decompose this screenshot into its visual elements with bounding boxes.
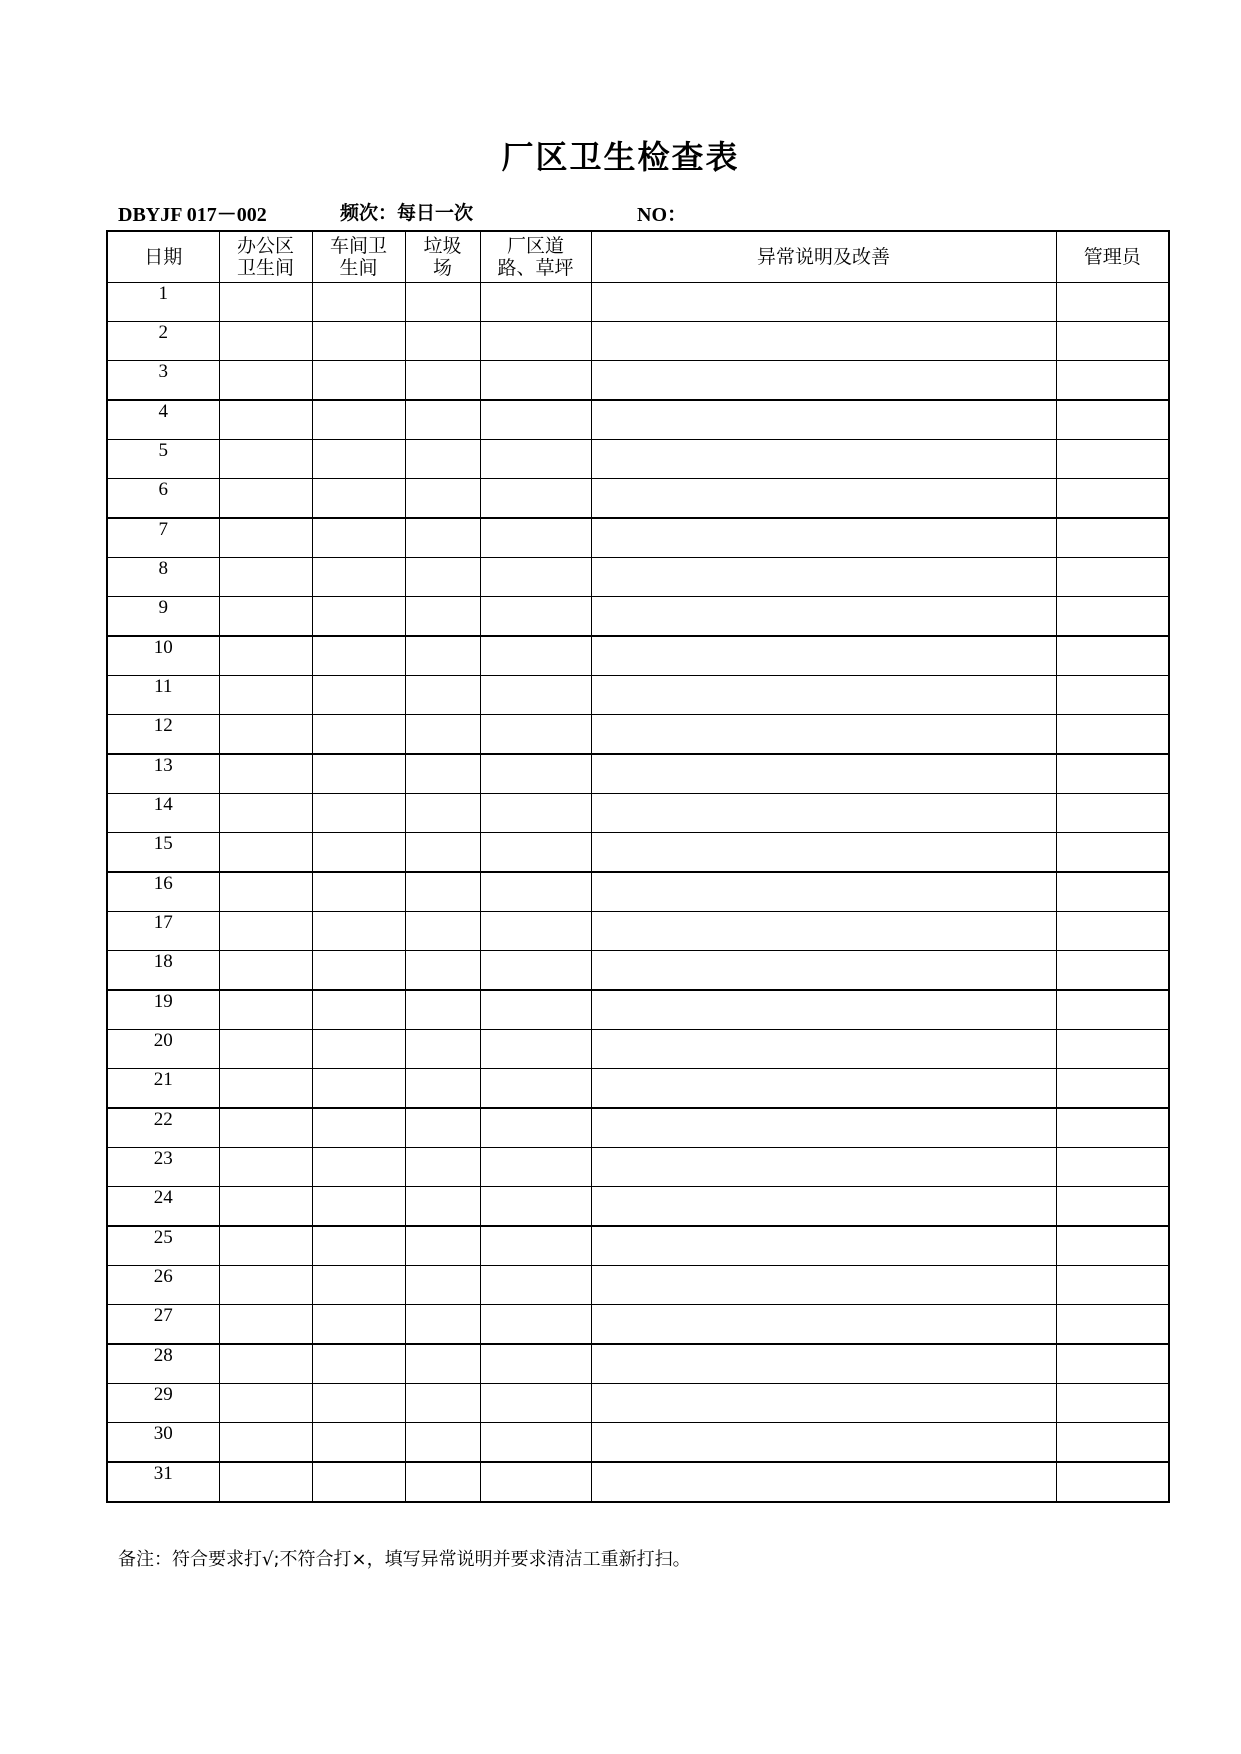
administrator-cell[interactable] xyxy=(1056,1069,1169,1109)
header-workshop-restroom: 车间卫 生间 xyxy=(312,231,405,283)
garbage-area-cell[interactable] xyxy=(405,322,480,361)
table-row xyxy=(107,597,1169,637)
anomaly-notes-cell[interactable] xyxy=(591,1305,1056,1345)
anomaly-notes-cell[interactable] xyxy=(591,715,1056,755)
inspection-table xyxy=(106,230,1170,1503)
anomaly-notes-cell[interactable] xyxy=(591,912,1056,951)
garbage-area-cell[interactable] xyxy=(405,1030,480,1069)
garbage-area-cell[interactable] xyxy=(405,951,480,991)
garbage-area-cell[interactable] xyxy=(405,1187,480,1227)
anomaly-notes-cell[interactable] xyxy=(591,676,1056,715)
anomaly-notes-cell[interactable] xyxy=(591,951,1056,991)
garbage-area-cell[interactable] xyxy=(405,1266,480,1305)
roads-lawn-cell[interactable] xyxy=(480,715,591,755)
office-restroom-cell[interactable] xyxy=(219,400,312,440)
anomaly-notes-cell[interactable] xyxy=(591,1344,1056,1384)
day-cell: 26 xyxy=(107,1266,219,1305)
administrator-cell[interactable] xyxy=(1056,676,1169,715)
garbage-area-cell[interactable] xyxy=(405,1344,480,1384)
administrator-cell[interactable] xyxy=(1056,1266,1169,1305)
administrator-cell[interactable] xyxy=(1056,715,1169,755)
workshop-restroom-cell[interactable] xyxy=(312,400,405,440)
day-cell: 16 xyxy=(107,872,219,912)
table-row xyxy=(107,1069,1169,1109)
header-row xyxy=(107,231,1169,283)
roads-lawn-cell[interactable] xyxy=(480,518,591,558)
roads-lawn-cell[interactable] xyxy=(480,1148,591,1187)
workshop-restroom-cell[interactable] xyxy=(312,597,405,637)
roads-lawn-cell[interactable] xyxy=(480,597,591,637)
anomaly-notes-cell[interactable] xyxy=(591,1069,1056,1109)
frequency-label: 频次：每日一次 xyxy=(340,202,474,224)
roads-lawn-cell[interactable] xyxy=(480,361,591,401)
header-anomaly-notes: 异常说明及改善 xyxy=(591,231,1056,283)
office-restroom-cell[interactable] xyxy=(219,597,312,637)
anomaly-notes-cell[interactable] xyxy=(591,1226,1056,1266)
roads-lawn-cell[interactable] xyxy=(480,1423,591,1463)
workshop-restroom-cell[interactable] xyxy=(312,1187,405,1227)
office-restroom-cell[interactable] xyxy=(219,1187,312,1227)
anomaly-notes-cell[interactable] xyxy=(591,400,1056,440)
office-restroom-cell[interactable] xyxy=(219,833,312,873)
garbage-area-cell[interactable] xyxy=(405,990,480,1030)
anomaly-notes-cell[interactable] xyxy=(591,361,1056,401)
day-cell: 2 xyxy=(107,322,219,361)
day-cell: 17 xyxy=(107,912,219,951)
garbage-area-cell[interactable] xyxy=(405,676,480,715)
office-restroom-cell[interactable] xyxy=(219,283,312,322)
roads-lawn-cell[interactable] xyxy=(480,1266,591,1305)
anomaly-notes-cell[interactable] xyxy=(591,636,1056,676)
administrator-cell[interactable] xyxy=(1056,1226,1169,1266)
day-cell: 6 xyxy=(107,479,219,519)
workshop-restroom-cell[interactable] xyxy=(312,479,405,519)
administrator-cell[interactable] xyxy=(1056,518,1169,558)
office-restroom-cell[interactable] xyxy=(219,794,312,833)
garbage-area-cell[interactable] xyxy=(405,518,480,558)
roads-lawn-cell[interactable] xyxy=(480,1226,591,1266)
workshop-restroom-cell[interactable] xyxy=(312,1266,405,1305)
administrator-cell[interactable] xyxy=(1056,558,1169,597)
anomaly-notes-cell[interactable] xyxy=(591,794,1056,833)
day-cell: 18 xyxy=(107,951,219,991)
garbage-area-cell[interactable] xyxy=(405,754,480,794)
anomaly-notes-cell[interactable] xyxy=(591,1187,1056,1227)
header-administrator: 管理员 xyxy=(1056,231,1169,283)
garbage-area-cell[interactable] xyxy=(405,361,480,401)
roads-lawn-cell[interactable] xyxy=(480,754,591,794)
administrator-cell[interactable] xyxy=(1056,1148,1169,1187)
anomaly-notes-cell[interactable] xyxy=(591,1266,1056,1305)
office-restroom-cell[interactable] xyxy=(219,754,312,794)
administrator-cell[interactable] xyxy=(1056,1305,1169,1345)
workshop-restroom-cell[interactable] xyxy=(312,872,405,912)
administrator-cell[interactable] xyxy=(1056,1423,1169,1463)
table-row xyxy=(107,1108,1169,1148)
day-cell: 28 xyxy=(107,1344,219,1384)
roads-lawn-cell[interactable] xyxy=(480,1030,591,1069)
roads-lawn-cell[interactable] xyxy=(480,912,591,951)
table-row xyxy=(107,833,1169,873)
office-restroom-cell[interactable] xyxy=(219,1462,312,1502)
workshop-restroom-cell[interactable] xyxy=(312,1108,405,1148)
roads-lawn-cell[interactable] xyxy=(480,794,591,833)
day-cell: 5 xyxy=(107,440,219,479)
office-restroom-cell[interactable] xyxy=(219,636,312,676)
administrator-cell[interactable] xyxy=(1056,794,1169,833)
garbage-area-cell[interactable] xyxy=(405,440,480,479)
table-row xyxy=(107,1384,1169,1423)
table-row xyxy=(107,990,1169,1030)
workshop-restroom-cell[interactable] xyxy=(312,1148,405,1187)
roads-lawn-cell[interactable] xyxy=(480,479,591,519)
roads-lawn-cell[interactable] xyxy=(480,400,591,440)
office-restroom-cell[interactable] xyxy=(219,322,312,361)
table-row xyxy=(107,283,1169,322)
table-row xyxy=(107,1148,1169,1187)
anomaly-notes-cell[interactable] xyxy=(591,1462,1056,1502)
table-row xyxy=(107,754,1169,794)
table-row xyxy=(107,1266,1169,1305)
roads-lawn-cell[interactable] xyxy=(480,872,591,912)
garbage-area-cell[interactable] xyxy=(405,558,480,597)
table-row xyxy=(107,951,1169,991)
anomaly-notes-cell[interactable] xyxy=(591,1148,1056,1187)
garbage-area-cell[interactable] xyxy=(405,283,480,322)
office-restroom-cell[interactable] xyxy=(219,1305,312,1345)
day-cell: 7 xyxy=(107,518,219,558)
day-cell: 9 xyxy=(107,597,219,637)
office-restroom-cell[interactable] xyxy=(219,715,312,755)
day-cell: 11 xyxy=(107,676,219,715)
day-cell: 19 xyxy=(107,990,219,1030)
anomaly-notes-cell[interactable] xyxy=(591,558,1056,597)
roads-lawn-cell[interactable] xyxy=(480,322,591,361)
day-cell: 1 xyxy=(107,283,219,322)
administrator-cell[interactable] xyxy=(1056,636,1169,676)
office-restroom-cell[interactable] xyxy=(219,1108,312,1148)
anomaly-notes-cell[interactable] xyxy=(591,479,1056,519)
workshop-restroom-cell[interactable] xyxy=(312,283,405,322)
workshop-restroom-cell[interactable] xyxy=(312,951,405,991)
garbage-area-cell[interactable] xyxy=(405,912,480,951)
roads-lawn-cell[interactable] xyxy=(480,1462,591,1502)
administrator-cell[interactable] xyxy=(1056,1462,1169,1502)
office-restroom-cell[interactable] xyxy=(219,1069,312,1109)
anomaly-notes-cell[interactable] xyxy=(591,518,1056,558)
workshop-restroom-cell[interactable] xyxy=(312,440,405,479)
garbage-area-cell[interactable] xyxy=(405,1226,480,1266)
office-restroom-cell[interactable] xyxy=(219,1148,312,1187)
anomaly-notes-cell[interactable] xyxy=(591,597,1056,637)
roads-lawn-cell[interactable] xyxy=(480,1069,591,1109)
garbage-area-cell[interactable] xyxy=(405,1384,480,1423)
table-row xyxy=(107,1030,1169,1069)
day-cell: 12 xyxy=(107,715,219,755)
table-row xyxy=(107,794,1169,833)
day-cell: 13 xyxy=(107,754,219,794)
roads-lawn-cell[interactable] xyxy=(480,990,591,1030)
table-row xyxy=(107,1344,1169,1384)
office-restroom-cell[interactable] xyxy=(219,1384,312,1423)
administrator-cell[interactable] xyxy=(1056,479,1169,519)
workshop-restroom-cell[interactable] xyxy=(312,990,405,1030)
table-row xyxy=(107,1305,1169,1345)
header-garbage-area: 垃圾 场 xyxy=(405,231,480,283)
administrator-cell[interactable] xyxy=(1056,1030,1169,1069)
workshop-restroom-cell[interactable] xyxy=(312,912,405,951)
administrator-cell[interactable] xyxy=(1056,400,1169,440)
day-cell: 10 xyxy=(107,636,219,676)
roads-lawn-cell[interactable] xyxy=(480,1187,591,1227)
day-cell: 14 xyxy=(107,794,219,833)
roads-lawn-cell[interactable] xyxy=(480,833,591,873)
roads-lawn-cell[interactable] xyxy=(480,440,591,479)
office-restroom-cell[interactable] xyxy=(219,951,312,991)
workshop-restroom-cell[interactable] xyxy=(312,1384,405,1423)
administrator-cell[interactable] xyxy=(1056,912,1169,951)
header-office-restroom: 办公区 卫生间 xyxy=(219,231,312,283)
roads-lawn-cell[interactable] xyxy=(480,636,591,676)
workshop-restroom-cell[interactable] xyxy=(312,636,405,676)
table-row xyxy=(107,558,1169,597)
garbage-area-cell[interactable] xyxy=(405,1069,480,1109)
table-row xyxy=(107,479,1169,519)
anomaly-notes-cell[interactable] xyxy=(591,1108,1056,1148)
garbage-area-cell[interactable] xyxy=(405,872,480,912)
day-cell: 29 xyxy=(107,1384,219,1423)
office-restroom-cell[interactable] xyxy=(219,676,312,715)
header-date: 日期 xyxy=(107,231,219,283)
day-cell: 24 xyxy=(107,1187,219,1227)
office-restroom-cell[interactable] xyxy=(219,361,312,401)
anomaly-notes-cell[interactable] xyxy=(591,440,1056,479)
workshop-restroom-cell[interactable] xyxy=(312,1462,405,1502)
anomaly-notes-cell[interactable] xyxy=(591,283,1056,322)
office-restroom-cell[interactable] xyxy=(219,1266,312,1305)
day-cell: 23 xyxy=(107,1148,219,1187)
administrator-cell[interactable] xyxy=(1056,754,1169,794)
administrator-cell[interactable] xyxy=(1056,872,1169,912)
administrator-cell[interactable] xyxy=(1056,440,1169,479)
garbage-area-cell[interactable] xyxy=(405,1462,480,1502)
roads-lawn-cell[interactable] xyxy=(480,1305,591,1345)
garbage-area-cell[interactable] xyxy=(405,794,480,833)
office-restroom-cell[interactable] xyxy=(219,1226,312,1266)
table-row xyxy=(107,518,1169,558)
administrator-cell[interactable] xyxy=(1056,1108,1169,1148)
workshop-restroom-cell[interactable] xyxy=(312,676,405,715)
workshop-restroom-cell[interactable] xyxy=(312,1226,405,1266)
garbage-area-cell[interactable] xyxy=(405,597,480,637)
table-row xyxy=(107,1462,1169,1502)
anomaly-notes-cell[interactable] xyxy=(591,1423,1056,1463)
form-code: DBYJF 017－002 xyxy=(118,204,267,226)
garbage-area-cell[interactable] xyxy=(405,1423,480,1463)
roads-lawn-cell[interactable] xyxy=(480,1384,591,1423)
roads-lawn-cell[interactable] xyxy=(480,1108,591,1148)
day-cell: 25 xyxy=(107,1226,219,1266)
workshop-restroom-cell[interactable] xyxy=(312,1305,405,1345)
office-restroom-cell[interactable] xyxy=(219,872,312,912)
administrator-cell[interactable] xyxy=(1056,1344,1169,1384)
table-row xyxy=(107,1226,1169,1266)
anomaly-notes-cell[interactable] xyxy=(591,754,1056,794)
table-row xyxy=(107,400,1169,440)
workshop-restroom-cell[interactable] xyxy=(312,794,405,833)
table-row xyxy=(107,361,1169,401)
office-restroom-cell[interactable] xyxy=(219,912,312,951)
workshop-restroom-cell[interactable] xyxy=(312,322,405,361)
garbage-area-cell[interactable] xyxy=(405,400,480,440)
table-row xyxy=(107,636,1169,676)
workshop-restroom-cell[interactable] xyxy=(312,361,405,401)
table-row xyxy=(107,440,1169,479)
office-restroom-cell[interactable] xyxy=(219,440,312,479)
workshop-restroom-cell[interactable] xyxy=(312,558,405,597)
day-cell: 27 xyxy=(107,1305,219,1345)
table-row xyxy=(107,872,1169,912)
office-restroom-cell[interactable] xyxy=(219,479,312,519)
table-row xyxy=(107,1423,1169,1463)
administrator-cell[interactable] xyxy=(1056,597,1169,637)
office-restroom-cell[interactable] xyxy=(219,1344,312,1384)
roads-lawn-cell[interactable] xyxy=(480,1344,591,1384)
day-cell: 3 xyxy=(107,361,219,401)
roads-lawn-cell[interactable] xyxy=(480,283,591,322)
workshop-restroom-cell[interactable] xyxy=(312,1069,405,1109)
administrator-cell[interactable] xyxy=(1056,283,1169,322)
table-row xyxy=(107,676,1169,715)
roads-lawn-cell[interactable] xyxy=(480,676,591,715)
form-title: 厂区卫生检查表 xyxy=(501,138,740,176)
workshop-restroom-cell[interactable] xyxy=(312,715,405,755)
anomaly-notes-cell[interactable] xyxy=(591,1030,1056,1069)
table-row xyxy=(107,322,1169,361)
office-restroom-cell[interactable] xyxy=(219,558,312,597)
administrator-cell[interactable] xyxy=(1056,1187,1169,1227)
roads-lawn-cell[interactable] xyxy=(480,951,591,991)
footer-note: 备注：符合要求打√;不符合打×，填写异常说明并要求清洁工重新打扫。 xyxy=(118,1549,691,1570)
day-cell: 22 xyxy=(107,1108,219,1148)
workshop-restroom-cell[interactable] xyxy=(312,754,405,794)
workshop-restroom-cell[interactable] xyxy=(312,518,405,558)
workshop-restroom-cell[interactable] xyxy=(312,1030,405,1069)
header-roads-lawn: 厂区道 路、草坪 xyxy=(480,231,591,283)
table-row xyxy=(107,912,1169,951)
workshop-restroom-cell[interactable] xyxy=(312,833,405,873)
garbage-area-cell[interactable] xyxy=(405,1148,480,1187)
anomaly-notes-cell[interactable] xyxy=(591,1384,1056,1423)
office-restroom-cell[interactable] xyxy=(219,990,312,1030)
administrator-cell[interactable] xyxy=(1056,951,1169,991)
office-restroom-cell[interactable] xyxy=(219,1030,312,1069)
number-label: NO： xyxy=(637,204,687,226)
administrator-cell[interactable] xyxy=(1056,361,1169,401)
garbage-area-cell[interactable] xyxy=(405,636,480,676)
workshop-restroom-cell[interactable] xyxy=(312,1344,405,1384)
anomaly-notes-cell[interactable] xyxy=(591,990,1056,1030)
garbage-area-cell[interactable] xyxy=(405,1305,480,1345)
administrator-cell[interactable] xyxy=(1056,833,1169,873)
administrator-cell[interactable] xyxy=(1056,322,1169,361)
day-cell: 15 xyxy=(107,833,219,873)
workshop-restroom-cell[interactable] xyxy=(312,1423,405,1463)
day-cell: 30 xyxy=(107,1423,219,1463)
day-cell: 8 xyxy=(107,558,219,597)
anomaly-notes-cell[interactable] xyxy=(591,322,1056,361)
anomaly-notes-cell[interactable] xyxy=(591,872,1056,912)
day-cell: 31 xyxy=(107,1462,219,1502)
administrator-cell[interactable] xyxy=(1056,990,1169,1030)
garbage-area-cell[interactable] xyxy=(405,833,480,873)
table-row xyxy=(107,715,1169,755)
day-cell: 20 xyxy=(107,1030,219,1069)
garbage-area-cell[interactable] xyxy=(405,1108,480,1148)
roads-lawn-cell[interactable] xyxy=(480,558,591,597)
day-cell: 4 xyxy=(107,400,219,440)
administrator-cell[interactable] xyxy=(1056,1384,1169,1423)
office-restroom-cell[interactable] xyxy=(219,518,312,558)
office-restroom-cell[interactable] xyxy=(219,1423,312,1463)
table-row xyxy=(107,1187,1169,1227)
garbage-area-cell[interactable] xyxy=(405,715,480,755)
anomaly-notes-cell[interactable] xyxy=(591,833,1056,873)
day-cell: 21 xyxy=(107,1069,219,1109)
garbage-area-cell[interactable] xyxy=(405,479,480,519)
